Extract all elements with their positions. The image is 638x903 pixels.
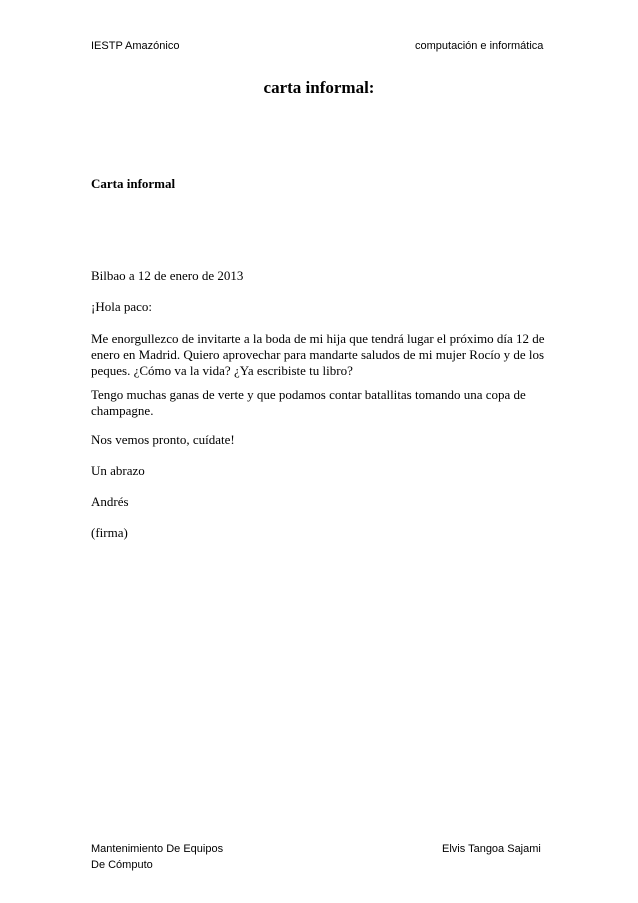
header-institution: IESTP Amazónico xyxy=(91,40,180,52)
section-heading: Carta informal xyxy=(91,176,176,191)
letter-paragraph-2: Tengo muchas ganas de verte y que podamos contar batallitas tomando una copa de champagne. xyxy=(91,387,526,418)
footer-subject-line-1: Mantenimiento De Equipos xyxy=(91,843,224,855)
letter-date: Bilbao a 12 de enero de 2013 xyxy=(91,268,244,283)
letter-greeting: ¡Hola paco: xyxy=(91,299,153,314)
footer-author: Elvis Tangoa Sajami xyxy=(442,843,541,855)
header-course: computación e informática xyxy=(415,40,544,52)
letter-closing: Un abrazo xyxy=(91,463,145,478)
page-title: carta informal: xyxy=(263,78,375,97)
footer-subject xyxy=(91,841,223,873)
letter-signature: (firma) xyxy=(91,525,128,540)
letter-paragraph-3: Nos vemos pronto, cuídate! xyxy=(91,432,235,447)
footer-subject-line-2: De Cómputo xyxy=(91,859,153,871)
letter-paragraph-1: Me enorgullezco de invitarte a la boda de mi hija que tendrá lugar el próximo día 12 de enero en Madrid. Quiero aprovechar para mandarte saludos de mi mujer Rocío y de los peques. ¿Cómo va la vida? ¿Ya escribiste tu libro? xyxy=(91,331,545,378)
letter-sender-name: Andrés xyxy=(91,494,129,509)
